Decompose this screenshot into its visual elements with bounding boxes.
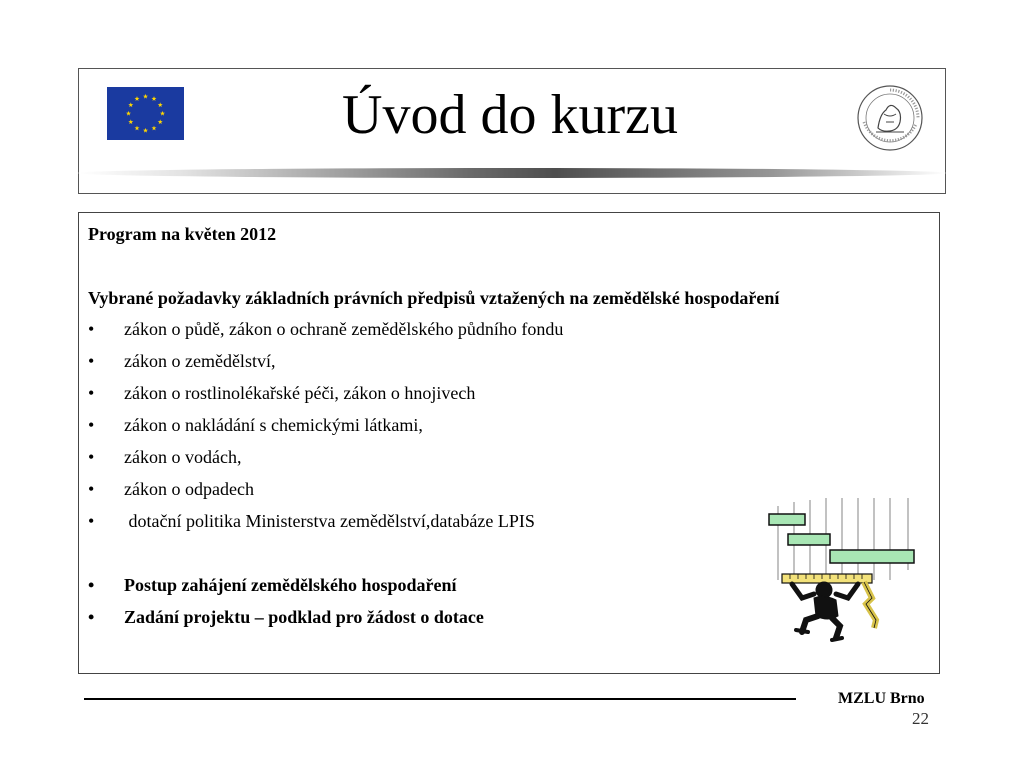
list-item-text: zákon o půdě, zákon o ochraně zemědělského půdního fondu xyxy=(124,319,564,339)
bullet-icon: • xyxy=(88,383,95,403)
list-item xyxy=(88,381,848,413)
bullet-icon: • xyxy=(88,351,95,371)
list-item xyxy=(88,349,848,381)
content-body xyxy=(88,222,848,637)
list-item-text: Postup zahájení zemědělského hospodaření xyxy=(124,575,457,595)
program-heading: Program na květen 2012 xyxy=(88,224,277,244)
bullet-icon: • xyxy=(88,415,95,435)
list-item-text: zákon o zemědělství, xyxy=(124,351,276,371)
bullet-icon: • xyxy=(88,479,95,499)
section-heading: Vybrané požadavky základních právních předpisů vztažených na zemědělské hospodaření xyxy=(88,288,780,308)
list-item xyxy=(88,317,848,349)
list-item-text: dotační politika Ministerstva zemědělství,databáze LPIS xyxy=(124,511,535,531)
bullet-icon: • xyxy=(88,511,95,531)
person-lifting-bars-icon xyxy=(762,494,918,644)
list-item xyxy=(88,413,848,445)
slide-title: Úvod do kurzu xyxy=(342,84,678,146)
bullet-icon: • xyxy=(88,575,95,595)
list-item xyxy=(88,573,848,605)
list-item xyxy=(88,605,848,637)
bullet-icon: • xyxy=(88,447,95,467)
page-number: 22 xyxy=(912,709,929,728)
list-item xyxy=(88,509,848,541)
header-divider xyxy=(78,168,946,178)
footer-divider xyxy=(84,698,796,700)
list-item-text: zákon o vodách, xyxy=(124,447,242,467)
bullet-icon: • xyxy=(88,607,95,627)
university-seal-icon xyxy=(856,84,924,152)
list-item-text: Zadání projektu – podklad pro žádost o dotace xyxy=(124,607,484,627)
list-item-text: zákon o rostlinolékařské péči, zákon o hnojivech xyxy=(124,383,476,403)
bullet-icon: • xyxy=(88,319,95,339)
list-item xyxy=(88,445,848,477)
footer-brand: MZLU Brno xyxy=(838,690,925,707)
list-item-text: zákon o nakládání s chemickými látkami, xyxy=(124,415,423,435)
list-item xyxy=(88,477,848,509)
list-item-text: zákon o odpadech xyxy=(124,479,254,499)
